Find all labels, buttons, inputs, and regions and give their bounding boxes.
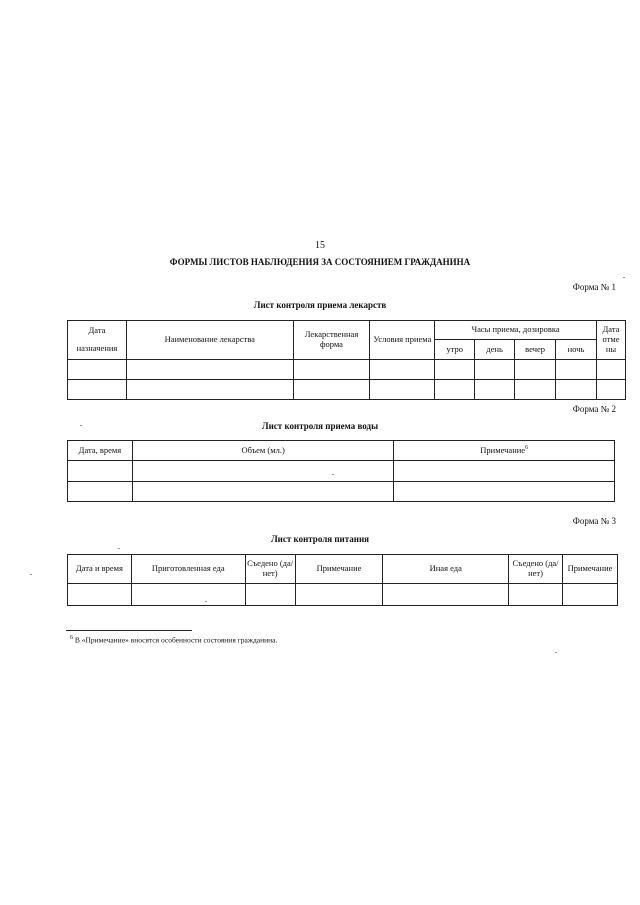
- header-drug-name: Наименование лекарства: [126, 321, 293, 360]
- nutrition-control-table: [67, 554, 618, 606]
- scan-speck: [30, 574, 32, 575]
- scan-speck: [80, 425, 82, 426]
- table-row: [68, 584, 618, 606]
- header-morning: утро: [435, 340, 475, 360]
- header-datetime: Дата, время: [68, 441, 133, 461]
- header-other-food: Иная еда: [383, 555, 509, 584]
- table-row: [68, 461, 615, 482]
- medication-control-table: [67, 320, 626, 400]
- table-row: [68, 482, 615, 502]
- footnote: [70, 635, 277, 645]
- header-note-other: Примечание: [562, 555, 617, 584]
- scan-speck: [118, 548, 120, 549]
- form-2-table-title: Лист контроля приема воды: [261, 421, 379, 431]
- header-datetime: Дата и время: [68, 555, 132, 584]
- scan-speck: [623, 277, 625, 278]
- footnote-ref: 6: [525, 445, 529, 452]
- header-volume: Объем (мл.): [132, 441, 393, 461]
- header-night: ночь: [556, 340, 597, 360]
- header-day: день: [475, 340, 515, 360]
- header-hours-dosage: Часы приема, дозировка: [435, 321, 597, 340]
- form-3-table-title: Лист контроля питания: [270, 534, 370, 544]
- header-note: Примечание: [295, 555, 383, 584]
- header-note: [394, 441, 615, 461]
- scan-speck: [205, 601, 207, 602]
- footnote-divider: [66, 630, 192, 631]
- header-date-line1: Дата: [88, 325, 106, 336]
- page-number: 15: [315, 240, 325, 251]
- header-cancel-date: Дата отме ны: [596, 321, 625, 360]
- scan-speck: [555, 652, 557, 653]
- header-date-line2: назначения: [76, 343, 118, 353]
- header-eaten: Съедено (да/нет): [245, 555, 295, 584]
- form-3-label: Форма № 3: [572, 516, 616, 526]
- form-1-table-title: Лист контроля приема лекарств: [253, 300, 387, 310]
- form-1-label: Форма № 1: [572, 282, 616, 292]
- form-2-label: Форма № 2: [572, 404, 616, 414]
- water-control-table: [67, 440, 615, 502]
- header-eaten-other: Съедено (да/нет): [509, 555, 563, 584]
- scan-speck: [332, 474, 334, 475]
- header-note-label: Примечание: [480, 445, 526, 456]
- header-evening: вечер: [515, 340, 556, 360]
- header-conditions: Условия приема: [370, 321, 435, 360]
- header-drug-form: Лекарственная форма: [293, 321, 370, 360]
- header-prepared-food: Приготовленная еда: [131, 555, 245, 584]
- table-row: [68, 360, 626, 380]
- footnote-text: В «Примечание» вносятся особенности состояния гражданина.: [74, 635, 278, 645]
- table-row: [68, 380, 626, 400]
- header-date-cell: [68, 321, 127, 360]
- document-title: ФОРМЫ ЛИСТОВ НАБЛЮДЕНИЯ ЗА СОСТОЯНИЕМ ГРАЖДАНИНА: [169, 257, 471, 267]
- footnote-mark: 6: [70, 635, 73, 641]
